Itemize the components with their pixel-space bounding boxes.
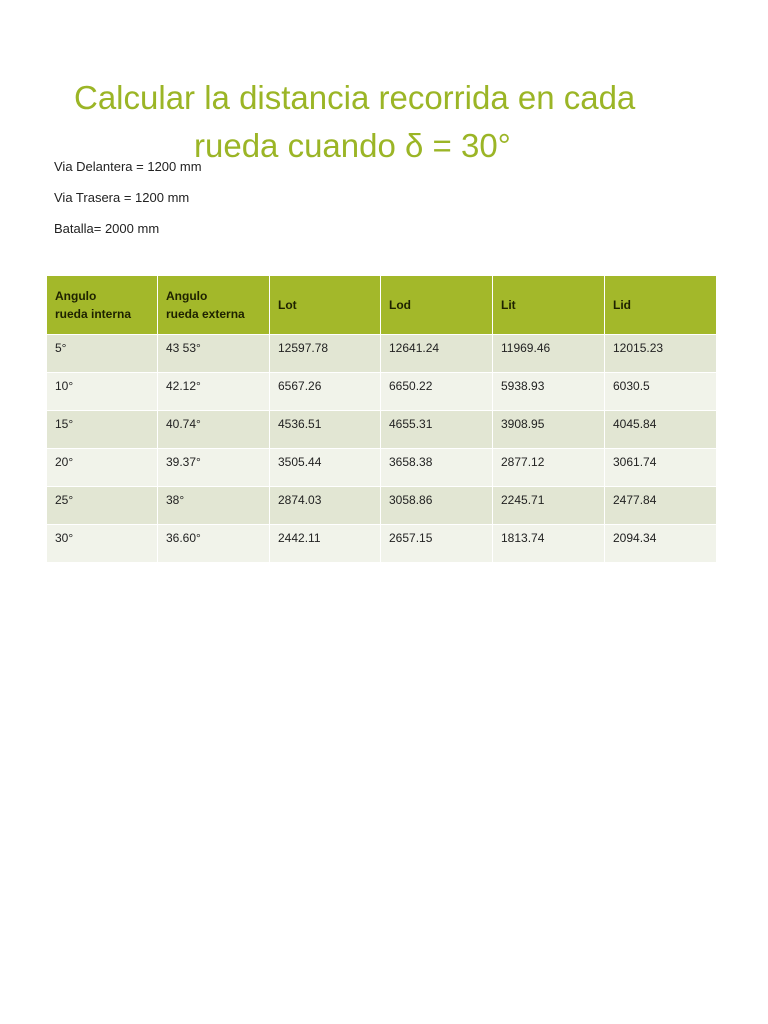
table-cell: 10° [47,373,158,411]
table-cell: 42.12° [158,373,270,411]
param-via-trasera: Via Trasera = 1200 mm [54,190,190,205]
table-row [47,449,717,487]
column-header-text: Lit [501,298,516,312]
table-cell: 6650.22 [381,373,493,411]
table-cell: 2245.71 [493,487,605,525]
table-cell: 12641.24 [381,335,493,373]
table-cell: 2877.12 [493,449,605,487]
table-cell: 4536.51 [270,411,381,449]
table-cell: 6567.26 [270,373,381,411]
table-cell: 3908.95 [493,411,605,449]
column-header [270,276,381,335]
table-body [47,335,717,563]
results-table [46,275,717,563]
table-cell: 39.37° [158,449,270,487]
column-header [381,276,493,335]
table-cell: 1813.74 [493,525,605,563]
title-line-2: rueda cuando δ = 30° [194,127,511,165]
title-line-1: Calcular la distancia recorrida en cada [74,79,636,117]
table-cell: 3058.86 [381,487,493,525]
table-cell: 40.74° [158,411,270,449]
table-cell: 4045.84 [605,411,717,449]
table-row [47,411,717,449]
table-cell: 2657.15 [381,525,493,563]
param-batalla: Batalla= 2000 mm [54,221,160,236]
column-header-text: rueda externa [166,307,245,321]
table-cell: 38° [158,487,270,525]
column-header-text: Angulo [55,289,97,303]
table-row [47,335,717,373]
table-cell: 2442.11 [270,525,381,563]
table-row [47,487,717,525]
column-header-text: rueda interna [55,307,132,321]
table-cell: 4655.31 [381,411,493,449]
table-cell: 15° [47,411,158,449]
table-row [47,525,717,563]
column-header [493,276,605,335]
table-cell: 6030.5 [605,373,717,411]
table-cell: 2477.84 [605,487,717,525]
table-row [47,373,717,411]
table-cell: 11969.46 [493,335,605,373]
table-cell: 3061.74 [605,449,717,487]
table-cell: 12015.23 [605,335,717,373]
column-header [158,276,270,335]
table-cell: 5938.93 [493,373,605,411]
column-header-text: Lot [278,298,297,312]
table-cell: 30° [47,525,158,563]
column-header [605,276,717,335]
table-cell: 2094.34 [605,525,717,563]
table-cell: 43 53° [158,335,270,373]
parameters-list [54,156,202,249]
column-header-text: Lod [389,298,411,312]
table-header-row [47,276,717,335]
column-header-text: Angulo [166,289,208,303]
table-cell: 12597.78 [270,335,381,373]
column-header-text: Lid [613,298,631,312]
table-header [47,276,717,335]
table-cell: 3658.38 [381,449,493,487]
column-header [47,276,158,335]
table-cell: 3505.44 [270,449,381,487]
param-via-delantera: Via Delantera = 1200 mm [54,159,202,174]
table-cell: 36.60° [158,525,270,563]
table-cell: 25° [47,487,158,525]
table-cell: 5° [47,335,158,373]
table-cell: 20° [47,449,158,487]
table-cell: 2874.03 [270,487,381,525]
